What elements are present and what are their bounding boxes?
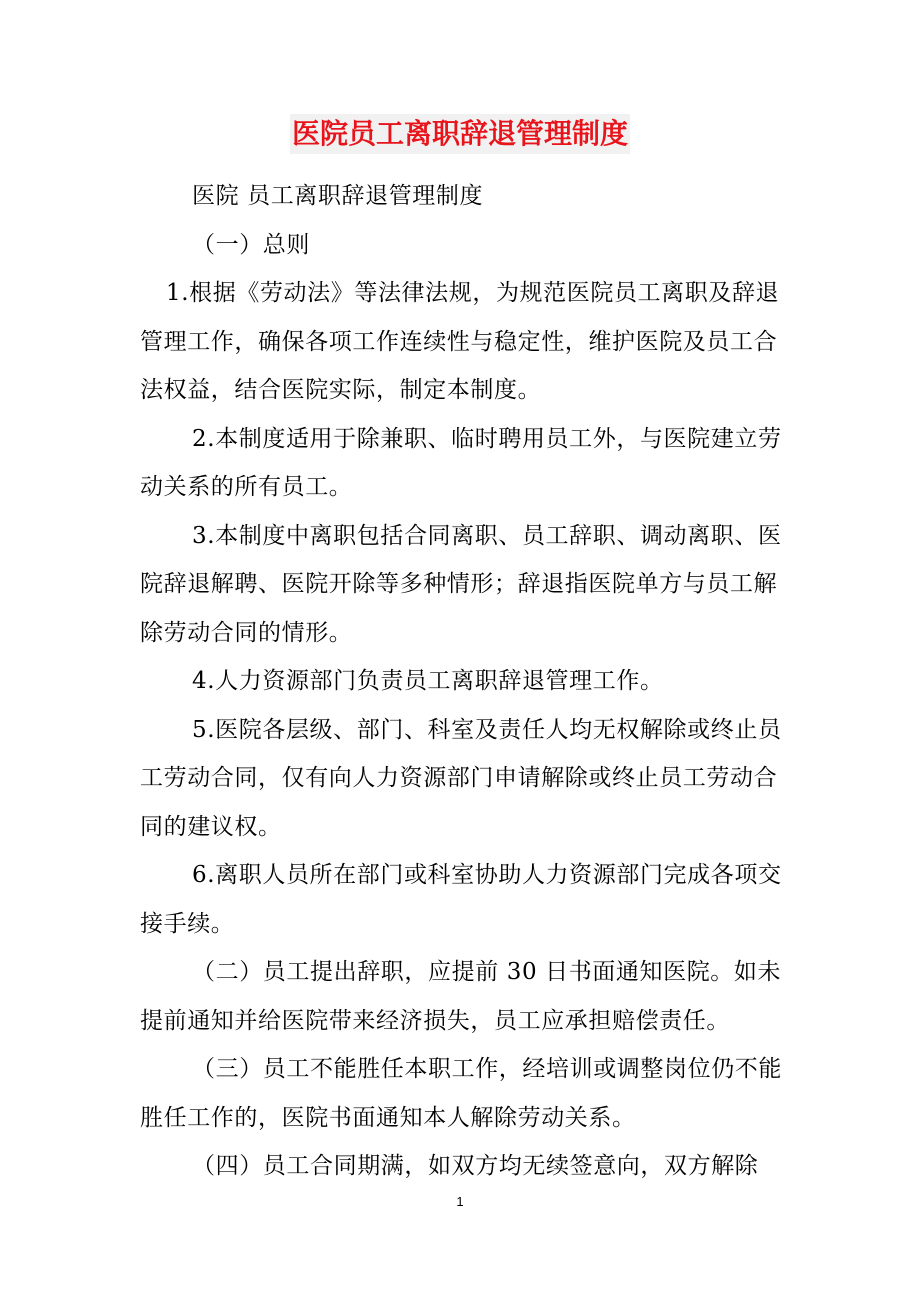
paragraph-section-resignation: （二）员工提出辞职，应提前 30 日书面通知医院。如未提前通知并给医院带来经济损失，员工应承担赔偿责任。 [140,959,782,1034]
paragraph-section-contract-expiry: （四）员工合同期满，如双方均无续签意向，双方解除 [192,1153,759,1179]
paragraph-item-1: 1.根据《劳动法》等法律法规，为规范医院员工离职及辞退管理工作，确保各项工作连续性与稳定性，维护医院及员工合法权益，结合医院实际，制定本制度。 [140,280,780,403]
paragraph-item-3: 3.本制度中离职包括合同离职、员工辞职、调动离职、医院辞退解聘、医院开除等多种情形；辞退指医院单方与员工解除劳动合同的情形。 [140,522,782,646]
document-body [140,172,800,1191]
paragraph-item-6: 6.离职人员所在部门或科室协助人力资源部门完成各项交接手续。 [140,862,782,937]
paragraph-section-incompetence: （三）员工不能胜任本职工作，经培训或调整岗位仍不能胜任工作的，医院书面通知本人解除劳动关系。 [140,1056,782,1131]
paragraph-section-general: （一）总则 [192,231,310,258]
title-wrap [0,114,920,154]
paragraph-item-5: 5.医院各层级、部门、科室及责任人均无权解除或终止员工劳动合同，仅有向人力资源部门申请解除或终止员工劳动合同的建议权。 [140,716,782,840]
document-title: 医院员工离职辞退管理制度 [290,114,630,154]
paragraph-item-4: 4.人力资源部门负责员工离职辞退管理工作。 [192,668,664,694]
paragraph-heading-repeat: 医院 员工离职辞退管理制度 [192,183,484,209]
page-number: 1 [456,1194,464,1209]
paragraph-item-2: 2.本制度适用于除兼职、临时聘用员工外，与医院建立劳动关系的所有员工。 [140,425,782,500]
